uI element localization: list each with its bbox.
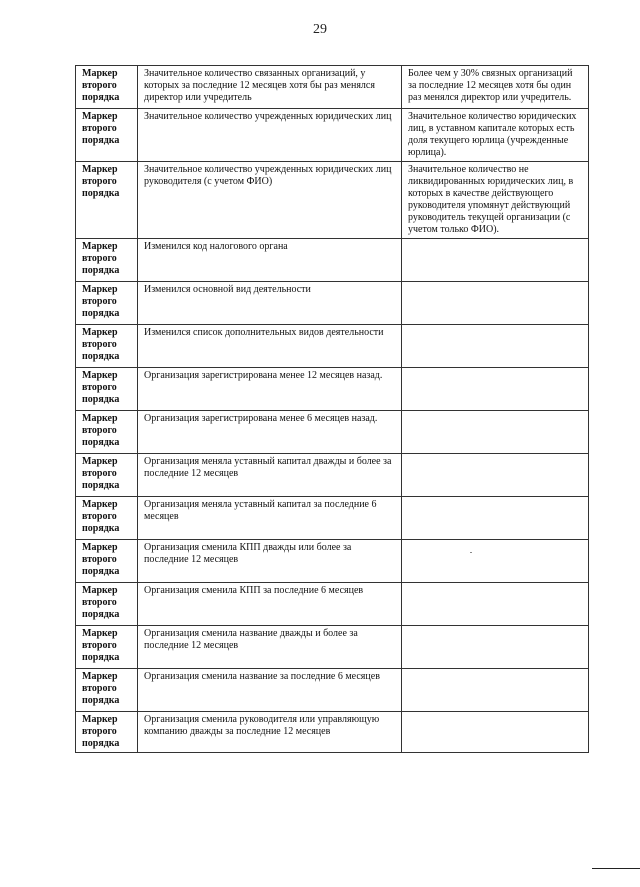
description-cell: Организация зарегистрирована менее 6 месяцев назад.: [138, 411, 402, 454]
marker-label-line: Маркер: [82, 585, 118, 596]
description-cell: Значительное количество учрежденных юридических лиц: [138, 109, 402, 162]
marker-cell: [76, 454, 138, 497]
description-cell: Значительное количество связанных организаций, у которых за последние 12 месяцев хотя бы раз менялся директор или учредитель: [138, 66, 402, 109]
marker-label-line: Маркер: [82, 164, 118, 175]
comment-cell: Более чем у 30% связных организаций за последние 12 месяцев хотя бы один раз менялся директор или учредитель.: [402, 66, 589, 109]
comment-cell: Значительное количество не ликвидированных юридических лиц, в которых в качестве действующего руководителя упомянут действующий руководитель текущей организации (с учетом только ФИО).: [402, 162, 589, 239]
table-row: [76, 626, 589, 669]
marker-label-line: Маркер: [82, 542, 118, 553]
marker-label-line: Маркер: [82, 456, 118, 467]
marker-label-line: второго: [82, 382, 117, 393]
marker-label-line: порядка: [82, 188, 120, 199]
description-cell: Изменился список дополнительных видов деятельности: [138, 325, 402, 368]
table-row: [76, 368, 589, 411]
marker-cell: [76, 626, 138, 669]
footer-rule: [592, 868, 640, 869]
scan-speck: [470, 552, 472, 553]
table-row: [76, 239, 589, 282]
table-row: [76, 454, 589, 497]
marker-label-line: второго: [82, 296, 117, 307]
description-cell: Организация сменила КПП за последние 6 месяцев: [138, 583, 402, 626]
marker-label-line: Маркер: [82, 284, 118, 295]
marker-cell: [76, 712, 138, 753]
marker-label-line: Маркер: [82, 413, 118, 424]
table-row: [76, 66, 589, 109]
description-cell: Организация меняла уставный капитал за последние 6 месяцев: [138, 497, 402, 540]
marker-cell: [76, 497, 138, 540]
marker-label-line: порядка: [82, 609, 120, 620]
marker-label-line: второго: [82, 339, 117, 350]
marker-label-line: порядка: [82, 394, 120, 405]
marker-label-line: порядка: [82, 695, 120, 706]
marker-label-line: Маркер: [82, 671, 118, 682]
marker-label-line: порядка: [82, 135, 120, 146]
marker-label-line: второго: [82, 425, 117, 436]
marker-label-line: Маркер: [82, 370, 118, 381]
comment-cell: [402, 583, 589, 626]
table-row: [76, 162, 589, 239]
marker-label-line: второго: [82, 253, 117, 264]
table-row: [76, 411, 589, 454]
marker-label-line: Маркер: [82, 327, 118, 338]
marker-cell: [76, 109, 138, 162]
table-row: [76, 109, 589, 162]
marker-label-line: порядка: [82, 265, 120, 276]
comment-cell: [402, 411, 589, 454]
marker-label-line: второго: [82, 468, 117, 479]
marker-label-line: порядка: [82, 92, 120, 103]
marker-cell: [76, 368, 138, 411]
comment-cell: [402, 368, 589, 411]
table-row: [76, 583, 589, 626]
marker-label-line: второго: [82, 511, 117, 522]
marker-label-line: Маркер: [82, 499, 118, 510]
marker-cell: [76, 282, 138, 325]
comment-cell: [402, 325, 589, 368]
comment-cell: [402, 454, 589, 497]
description-cell: Значительное количество учрежденных юридических лиц руководителя (с учетом ФИО): [138, 162, 402, 239]
table-row: [76, 712, 589, 753]
comment-cell: Значительное количество юридических лиц, в уставном капитале которых есть доля текущего юрлица (учрежденные юрлица).: [402, 109, 589, 162]
marker-label-line: второго: [82, 726, 117, 737]
marker-cell: [76, 540, 138, 583]
marker-label-line: второго: [82, 123, 117, 134]
comment-cell: [402, 712, 589, 753]
marker-label-line: порядка: [82, 738, 120, 749]
marker-cell: [76, 411, 138, 454]
marker-cell: [76, 325, 138, 368]
marker-label-line: второго: [82, 683, 117, 694]
table-row: [76, 540, 589, 583]
marker-label-line: Маркер: [82, 111, 118, 122]
marker-label-line: второго: [82, 80, 117, 91]
marker-label-line: второго: [82, 554, 117, 565]
description-cell: Организация сменила название дважды и более за последние 12 месяцев: [138, 626, 402, 669]
page-number: 29: [313, 22, 327, 37]
marker-label-line: порядка: [82, 437, 120, 448]
table-row: [76, 669, 589, 712]
marker-label-line: Маркер: [82, 628, 118, 639]
table-row: [76, 282, 589, 325]
description-cell: Организация сменила название за последние 6 месяцев: [138, 669, 402, 712]
description-cell: Организация меняла уставный капитал дважды и более за последние 12 месяцев: [138, 454, 402, 497]
marker-label-line: порядка: [82, 308, 120, 319]
marker-cell: [76, 162, 138, 239]
marker-label-line: второго: [82, 640, 117, 651]
description-cell: Организация сменила руководителя или управляющую компанию дважды за последние 12 месяцев: [138, 712, 402, 753]
marker-label-line: порядка: [82, 523, 120, 534]
comment-cell: [402, 239, 589, 282]
comment-cell: [402, 626, 589, 669]
marker-cell: [76, 239, 138, 282]
marker-label-line: порядка: [82, 480, 120, 491]
description-cell: Организация сменила КПП дважды или более за последние 12 месяцев: [138, 540, 402, 583]
marker-label-line: второго: [82, 176, 117, 187]
marker-label-line: порядка: [82, 652, 120, 663]
marker-label-line: второго: [82, 597, 117, 608]
marker-label-line: Маркер: [82, 241, 118, 252]
marker-label-line: порядка: [82, 351, 120, 362]
description-cell: Изменился код налогового органа: [138, 239, 402, 282]
marker-label-line: Маркер: [82, 714, 118, 725]
marker-label-line: порядка: [82, 566, 120, 577]
table-row: [76, 497, 589, 540]
table-row: [76, 325, 589, 368]
comment-cell: [402, 497, 589, 540]
description-cell: Изменился основной вид деятельности: [138, 282, 402, 325]
comment-cell: [402, 282, 589, 325]
description-cell: Организация зарегистрирована менее 12 месяцев назад.: [138, 368, 402, 411]
marker-cell: [76, 669, 138, 712]
marker-cell: [76, 66, 138, 109]
marker-label-line: Маркер: [82, 68, 118, 79]
comment-cell: [402, 540, 589, 583]
comment-cell: [402, 669, 589, 712]
markers-table: [75, 65, 589, 753]
marker-cell: [76, 583, 138, 626]
